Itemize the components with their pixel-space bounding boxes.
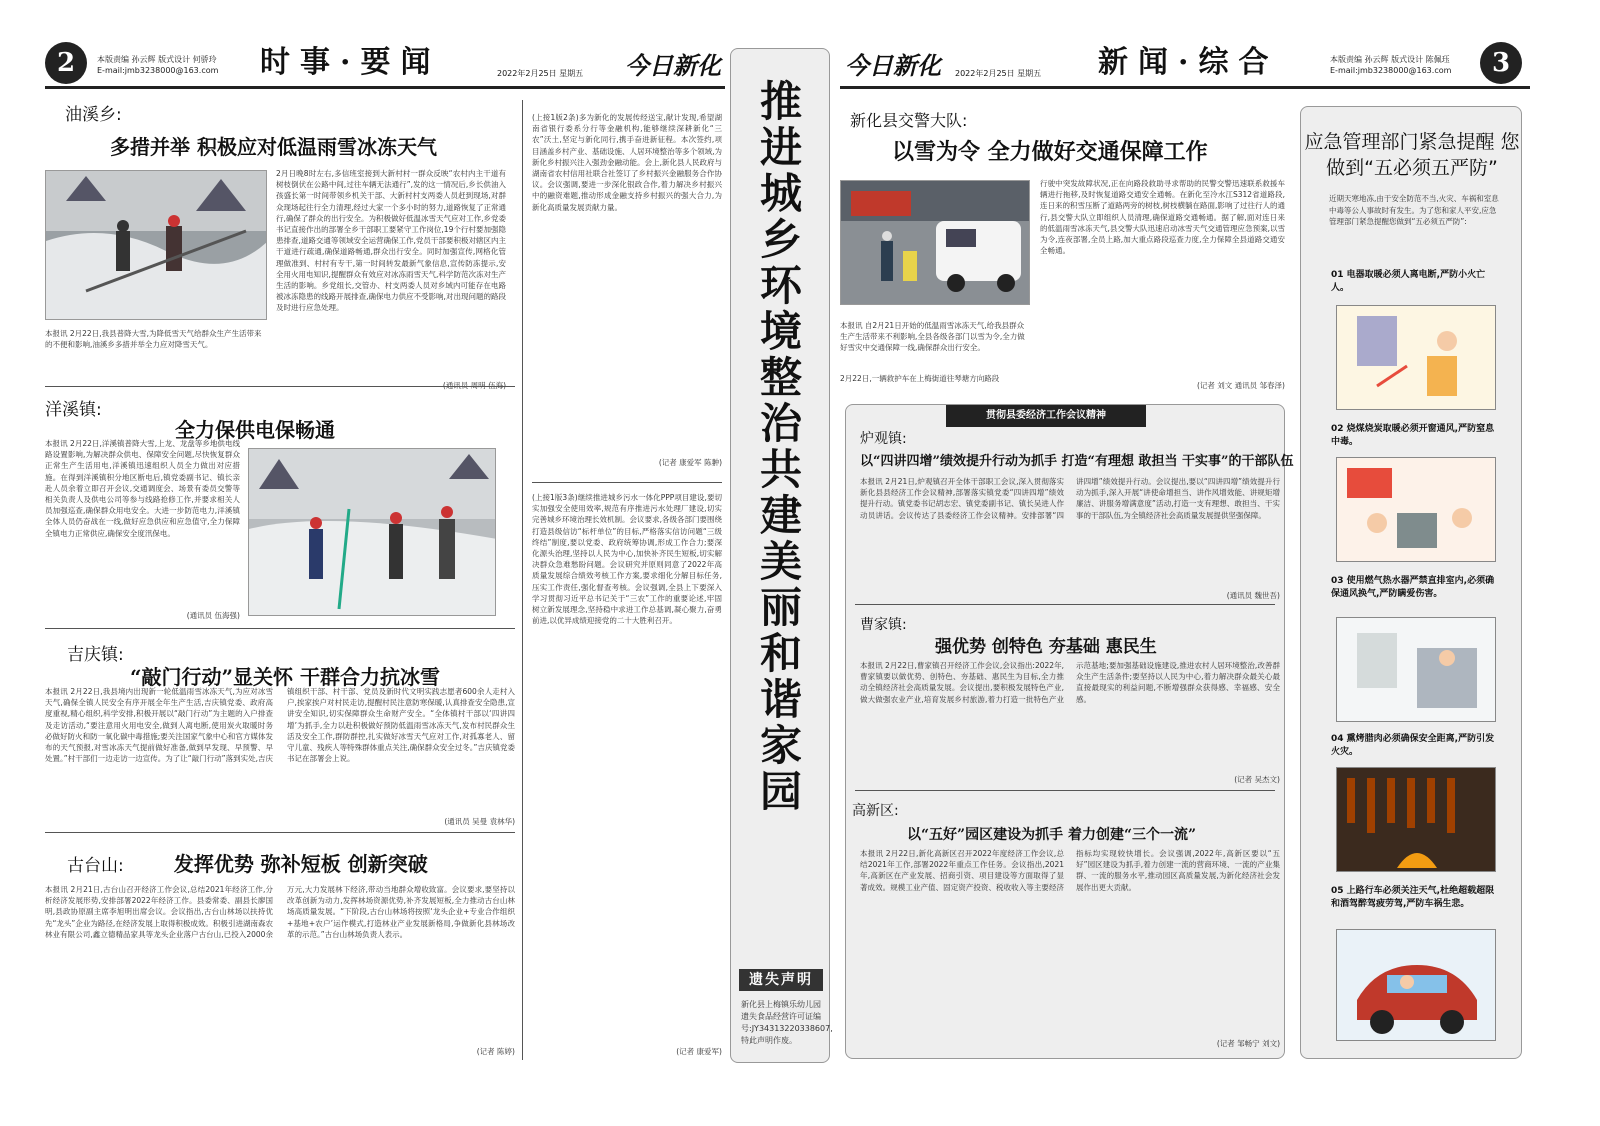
article-body: 本报讯 2月21日,古台山召开经济工作会议,总结2021年经济工作,分析经济发展形势,安排部署2022年经济工作。县委常委、副县长廖国明,县政协原副主席李旭明出席会议。会议指出,古台山林场以扶持优先“龙头”企业为路径,在经济发展上取得积极成效。积极引进湖南森农林业有限公司,鑫立德精品家具等龙头企业落户古台山,已投入2000余万元,大力发展林下经济,带动当地群众增收致富。会议要求,要坚持以改革创新为动力,发挥林场资源优势,补齐发展短板,全力推动古台山林场高质量发展。“下阶段,古台山林场将按照‘龙头企业+专业合作组织+基地+农户’运作模式,打造林业产业发展新格局,争做新化县林场改革的示范。”古台山林场负责人表示。	[45, 885, 515, 939]
section-title: 新闻·综合	[1098, 45, 1279, 80]
photo-caption: 本报讯 自2月21日开始的低温雨雪冰冻天气,给我县群众生产生活带来不利影响,全县各级各部门以雪为令,全力做好雪灾中交通保障一线,确保群众出行安全。	[840, 321, 1025, 352]
article-body: 2月日晚8时左右,多信班室接到大新村村一群众反映“农村内主干道有树枝倒伏在公路中间,过往车辆无法通行”,发的这一情况后,乡长供油入孩盛长第一时间带领乡机关干部、大新村村支两委人员赶到现场,对群众现场起往行全力清理,经过大家一个多小时的努力,道路恢复了正常通行,确保了群众的出行安全。为积极做好低温冰雪天气应对工作,乡党委书记直接作出的部署全乡干部职工要紧守工作岗位,19个行村要加强隐患排查,道路交通等领域安全运营确保工作,党员干部要积极对辖区内主干道进行疏通,确保道路畅通,群众出行安全。同时加强宣传,网格化管理做准到、村村有专干,第一时间转发最新气象信息,宣传防冻提示,安全用火用电知识,提醒群众有效应对冰冻雨雪天气,科学防范次冻对生产生活的影响。乡党组长,交管办、村支两委人员对乡域内可能存在电路被冰冻隐患的线路开展排查,确保电力供应不受影响,对出现问题的路段及时进行应急处理。	[276, 169, 506, 313]
article-headline: 以“五好”园区建设为抓手 着力创建“三个一流”	[907, 827, 1197, 843]
article-headline: 以“四讲四增”绩效提升行动为抓手 打造“有理想 敢担当 干实事”的干部队伍	[860, 454, 1294, 469]
smoked-meat-illustration	[1336, 767, 1496, 872]
article-headline: 发挥优势 弥补短板 创新突破	[173, 852, 428, 876]
divider	[532, 482, 722, 483]
notice-body: 新化县上梅镇乐幼儿园遗失食品经营许可证编号:JY34313220338607,特此声明作废。	[741, 1000, 833, 1045]
article-headline: 多措并举 积极应对低温雨雪冰冻天气	[110, 135, 437, 159]
left-page-header	[45, 42, 735, 84]
continued-article-bottom: (上接1版3条)继续推进城乡污水一体化PPP项目建设,要切实加强安全使用效率,规范有序推进污水处理厂建设,切实完善城乡环境治理长效机制。会议要求,各级各部门要围绕打造县级信访“标杆单位”的目标,严格落实信访问题“三级终结”制度,要以党委、政府统筹协调,形成工作合力;要深化源头治理,坚持以人民为中心,加快补齐民生短板,切实解决群众急难愁盼问题。会议研究并原则同意了2022年高质量发展综合绩效考核工作方案,要求细化分解目标任务,压实工作责任,强化督查考核。会议强调,全县上下要深入学习贯彻习近平总书记关于“三农”工作的重要论述,牢固树立新发展理念,坚持稳中求进工作总基调,凝心聚力,奋勇前进,以优异成绩迎接党的二十大胜利召开。	[532, 493, 722, 626]
divider	[45, 832, 515, 833]
tip-item: 02 烧煤烧炭取暖必须开窗通风,严防窒息中毒。	[1331, 424, 1495, 447]
article-kicker: 炉观镇:	[860, 431, 907, 447]
photo-caption: 2月22日,一辆救护车在上梅街道往琴塘方向路段	[840, 374, 1000, 383]
continued-article-top: (上接1版2条)多为新化的发展传经送宝,献计发现,希望湖南省银行委系分行等金融机构,能够继续深耕新化“三农”沃土,坚定与新化同行,携手奋进新征程。本次签约,项目涵盖乡村产业、基础设施、人居环境整治等多个领域,为新化乡村振兴注入强劲金融动能。会上,新化县人民政府与湖南省农村信用社联合社签订了乡村振兴金融服务合作协议。会议强调,要进一步深化银政合作,着力解决乡村振兴中的融资难题,推动形成金融支持乡村振兴的强大合力,为新化高质量发展贡献力量。	[532, 113, 722, 212]
article-byline: (通讯员 伍海强)	[186, 611, 240, 620]
article-kicker: 古台山:	[67, 856, 124, 876]
article-jiqing	[45, 640, 515, 690]
issue-date: 2022年2月25日 星期五	[955, 69, 1042, 78]
editor-info: 本版责编 孙云辉 版式设计 何骄玲 E-mail:jmb3238000@163.com	[97, 55, 219, 75]
page-number: 3	[1480, 42, 1522, 84]
divider	[45, 386, 515, 387]
column-divider	[522, 100, 523, 1060]
article-body: 本报讯 2月21日,炉观镇召开全体干部职工会议,深入贯彻落实新化县县经济工作会议精神,部署落实镇党委“四讲四增”绩效提升行动。镇党委书记胡志宏、镇党委副书记、镇长吴进人作动员讲话。会议传达了县委经济工作会议精神。安排部署“四讲四增”绩效提升行动。会议提出,要以“四讲四增”绩效提升行动为抓手,深入开展“讲使命增担当、讲作风增效能、讲规矩增廉洁、讲服务增满意度”活动,打造一支有理想、敢担当、干实事的干部队伍,为全镇经济社会高质量发展提供坚强保障。	[860, 477, 1280, 520]
page-number: 2	[45, 42, 87, 84]
panel-title: 应急管理部门紧急提醒 您做到“五必须五严防”	[1304, 131, 1520, 179]
article-jiaojing	[850, 108, 1290, 166]
tip-item: 05 上路行车必须关注天气,杜绝超载超限和酒驾醉驾疲劳驾,严防车祸生悲。	[1331, 886, 1495, 909]
right-page-header	[840, 42, 1540, 84]
notice-title: 遗失声明	[739, 969, 823, 991]
article-headline: 强优势 创特色 夯基础 惠民生	[935, 637, 1157, 657]
issue-date: 2022年2月25日 星期五	[497, 69, 584, 78]
article-caojia	[860, 614, 1280, 657]
article-kicker: 高新区:	[852, 803, 899, 819]
emergency-reminder-panel	[1300, 106, 1522, 1059]
article-kicker: 曹家镇:	[860, 617, 907, 633]
article-body: 本报讯 2月22日,洋溪镇普降大雪,上龙、龙盘等乡地供电线路设置影响,为解决群众供电、保障安全问题,尽快恢复群众正常生产生活用电,洋溪镇迅速组织人员全力做出对应措施。在得到洋溪镇积分地区断电后,镇党委副书记、镇长亲赴人员余着立即召开会议,交通调度会、场景有委员交警等相关负责人及供电公司等参与线路抢修工作,并要求相关人员加强巡查,确保群众用电安全。大进一步防范电力,洋溪镇全体人员仍奋战在一线,做好应急供应和应急值守,全力保障全镇电力正常供应,确保安全度汛保电。	[45, 439, 240, 538]
article-gutai	[45, 848, 515, 877]
tip-item: 03 使用燃气热水器严禁直排室内,必须确保通风换气,严防瞒爱伤害。	[1331, 576, 1495, 599]
slogan-text: 推进城乡环境整治 共建美丽和谐家园	[759, 77, 802, 816]
article-gaoxin	[852, 800, 1282, 844]
article-headline: 全力保供电保畅通	[175, 418, 335, 442]
article-byline: (通讯员 吴曼 袁林华)	[444, 817, 515, 826]
article-kicker: 新化县交警大队:	[850, 111, 968, 130]
tip-item: 01 电器取暖必须人离电断,严防小火亡人。	[1331, 270, 1486, 293]
article-luguan	[860, 428, 1294, 469]
power-workers-photo	[248, 448, 496, 616]
gas-heater-illustration	[1336, 617, 1496, 722]
police-car-photo	[840, 180, 1030, 305]
article-kicker: 吉庆镇:	[67, 645, 124, 665]
article-youxi	[45, 100, 515, 160]
article-byline: (记者 康爱军 陈翀)	[658, 458, 722, 467]
article-body: 本报讯 2月22日,曹家镇召开经济工作会议,会议指出:2022年,曹家镇要以做优势、创特色、夯基础、惠民生为目标,全力推动全镇经济社会高质量发展。会议提出,要积极发展特色产业,做大做强农业产业,培育发展乡村旅游,着力打造一批特色产业示范基地;要加强基础设施建设,推进农村人居环境整治,改善群众生产生活条件;要坚持以人民为中心,着力解决群众最关心最直接最现实的利益问题,不断增强群众获得感、幸福感、安全感。	[860, 661, 1280, 704]
article-byline: (通讯员 魏世吾)	[1226, 591, 1280, 600]
article-byline: (记者 吴杰文)	[1234, 775, 1280, 784]
masthead-logo: 今日新化	[625, 51, 721, 80]
divider	[855, 604, 1275, 605]
electric-heater-illustration	[1336, 305, 1496, 410]
photo-caption: 本报讯 2月22日,我县普降大雪,为降低雪天气给群众生产生活带来的不便和影响,油溪乡多措并举全力应对降雪天气。	[45, 329, 262, 349]
divider	[855, 790, 1275, 791]
snow-road-photo	[45, 170, 267, 320]
article-kicker: 油溪乡:	[65, 105, 122, 125]
article-byline: (记者 陈婷)	[476, 1047, 515, 1056]
header-rule	[45, 86, 725, 89]
article-byline: (记者 邹畅宁 刘文)	[1216, 1039, 1280, 1048]
article-headline: “敲门行动”显关怀 干群合力抗冰雪	[130, 665, 440, 689]
article-headline: 以雪为令 全力做好交通保障工作	[892, 139, 1208, 165]
article-body: 本报讯 2月22日,新化高新区召开2022年度经济工作会议,总结2021年工作,部署2022年重点工作任务。会议指出,2021年,高新区在产业发展、招商引资、项目建设等方面取得了显著成效。规模工业产值、固定资产投资、税收收入等主要经济指标均实现较快增长。会议强调,2022年,高新区要以“五好”园区建设为抓手,着力创建一流的营商环境、一流的产业集群、一流的服务水平,推动园区高质量发展,为新化经济社会发展作出更大贡献。	[860, 849, 1280, 892]
panel-intro: 近期天寒地冻,由于安全防范不当,火灾、车祸和室息中毒等公人事故时有发生。为了您和家人平安,应急管理部门紧急提醒您做到“五必须五严防”:	[1329, 194, 1499, 226]
section-title: 时事·要闻	[260, 45, 441, 80]
panel-title: 贯彻县委经济工作会议精神	[946, 405, 1146, 427]
masthead-logo: 今日新化	[845, 51, 941, 80]
center-slogan-banner	[730, 48, 833, 1063]
car-driving-illustration	[1336, 929, 1496, 1041]
charcoal-stove-illustration	[1336, 457, 1496, 562]
article-body: 行驶中突发故障状况,正在向路段救助寻求帮助的民警交警迅速联系救援车辆进行拖移,及时恢复道路交通安全通畅。在新化至冷水江S312省道路段,连日来的积雪压断了道路两旁的树枝,树枝横躺在路面,影响了过往行人的通行,县交警大队立即组织人员清理,确保道路交通畅通。据了解,面对连日来的低温雨雪冰冻天气,县交警大队迅速启动冰雪天气交通管理应急预案,以雪为令,连夜部署,全员上路,加大重点路段巡查力度,全力保障全县道路交通安全畅通。	[1040, 179, 1285, 256]
header-rule	[840, 86, 1530, 89]
article-yangxi	[45, 395, 515, 443]
tip-item: 04 熏烤腊肉必须确保安全距离,严防引发火灾。	[1331, 734, 1495, 757]
divider	[45, 628, 515, 629]
article-kicker: 洋溪镇:	[45, 400, 102, 420]
article-byline: (记者 刘文 通讯员 邹春泽)	[1196, 381, 1285, 390]
article-byline: (记者 康爱军)	[676, 1047, 722, 1056]
editor-info: 本版责编 孙云辉 版式设计 陈佩珏 E-mail:jmb3238000@163.com	[1330, 55, 1452, 75]
article-body: 本报讯 2月22日,我县境内出现新一轮低温雨雪冰冻天气,为应对冰雪天气,确保全镇人民安全有序开展全年生产生活,吉庆镇党委、政府高度重视,精心组织,科学安排,积极开展以“敲门行动”为主题的入户排查及走访活动,“要注意用火用电安全,做到人离电断,使用炭火取暖时务必做好防火和防一氧化碳中毒措施;要关注国家气象中心和官方媒体发布的天气预报,对雪冰冻天气提前做好准备,做到早发现、早预警、早处置。”村干部们一边走访一边宣传。为了让“敲门行动”落到实处,吉庆镇组织干部、村干部、党员及新时代文明实践志愿者600余人走村入户,挨家挨户对村民走访,提醒村民注意防寒保暖,认真排查安全隐患,宣讲安全知识,切实保障群众生命财产安全。“全体镇村干部以‘四讲四增’为抓手,全力以赴积极做好预防低温雨雪冰冻天气,发布村民群众生活及安全工作,群防群控,扎实做好冰雪天气应对工作,对孤寡老人、留守儿童、残疾人等特殊群体重点关注,确保群众安全过冬。”吉庆镇党委书记在部署会上说。	[45, 687, 515, 764]
